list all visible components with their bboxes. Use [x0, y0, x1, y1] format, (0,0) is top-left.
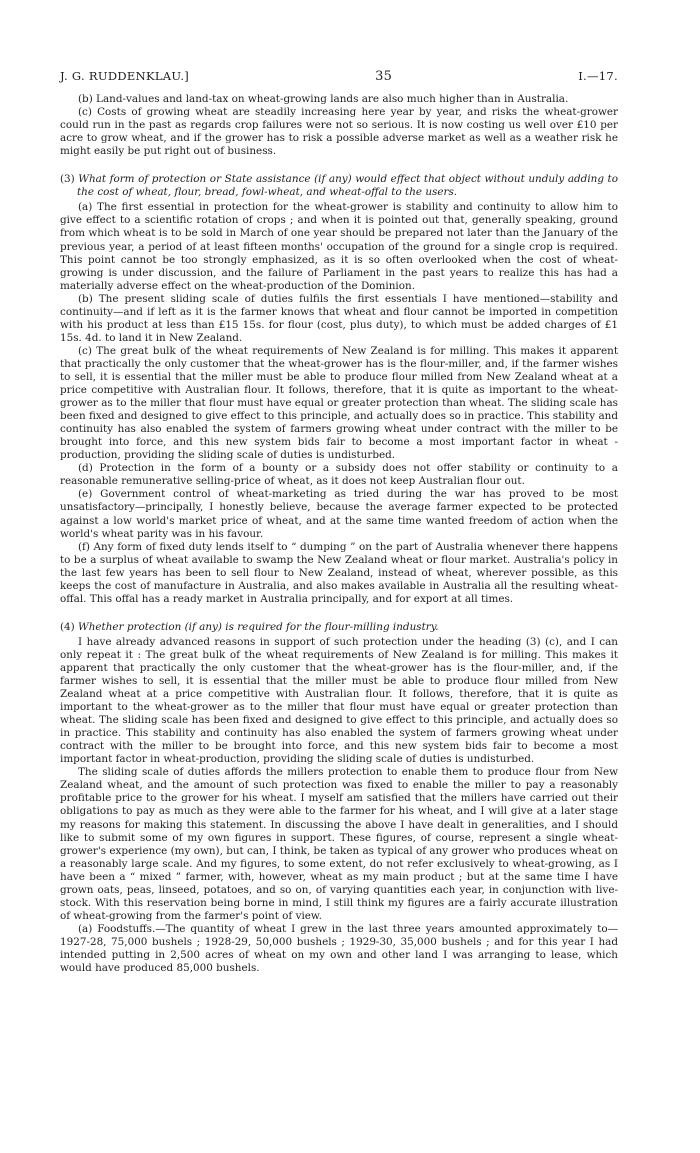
page-header: [60, 70, 618, 83]
paragraph: (c) Costs of growing wheat are steadily increasing here year by year, and risks the wheat-grower could run in the past as regards crop failures were not so serious. It is now costing us well over £10 per acre to grow wheat, and if the grower has to risk a possible adverse market as well as a weather risk he might easily be put right out of business.: [60, 106, 618, 158]
paragraph: (e) Government control of wheat-marketing as tried during the war has proved to be most unsatisfactory—principally, I honestly believe, because the average farmer expected to be protected against a low world's market price of wheat, and at the same time wanted freedom of action when the world's wheat parity was in his favour.: [60, 488, 618, 540]
paragraph: The sliding scale of duties affords the millers protection to enable them to produce flour from New Zealand wheat, and the amount of such protection was fixed to enable the miller to pay a reasonably profitable price to the grower for his wheat. I myself am satisfied that the millers have carried out their obligations to pay as much as they were able to the farmer for his wheat, and I will give at a later stage my reasons for making this statement. In discussing the above I have dealt in generalities, and I should like to submit some of my own figures in support. These figures, of course, represent a single wheat-grower's experience (my own), but can, I think, be taken as typical of any grower who produces wheat on a reasonably large scale. And my figures, to some extent, do not refer exclusively to wheat-growing, as I have been a “ mixed ” farmer, with, however, wheat as my main product ; but at the same time I have grown oats, peas, linseed, potatoes, and so on, of varying quantities each year, in conjunction with live-stock. With this reservation being borne in mind, I still think my figures are a fairly accurate illustration of wheat-growing from the farmer's point of view.: [60, 766, 618, 922]
section-title: Whether protection (if any) is required for the flour-milling industry.: [78, 620, 439, 633]
paragraph: (a) Foodstuffs.—The quantity of wheat I grew in the last three years amounted approximately to—1927-28, 75,000 bushels ; 1928-29, 50,000 bushels ; 1929-30, 35,000 bushels ; and for this year I had intended putting in 2,500 acres of wheat on my own and other land I was arranging to lease, which would have produced 85,000 bushels.: [60, 922, 618, 975]
section-title: What form of protection or State assistance (if any) would effect that object without unduly adding to the cost of wheat, flour, bread, fowl-wheat, and wheat-offal to the users.: [77, 173, 618, 199]
paragraph: I have already advanced reasons in support of such protection under the heading (3) (c), and I can only repeat it : The great bulk of the wheat requirements of New Zealand is for milling. This makes it apparent that practically the only customer that the wheat-grower has is the flour-miller, and, if the farmer wishes to sell, it is essential that the miller must be able to produce flour milled from New Zealand wheat at a price competitive with Australian flour. It follows, therefore, that it is quite as important to the wheat-grower as to the miller that flour must have equal or greater protection than wheat. The sliding scale has been fixed and designed to give effect to this principle, and actually does so in practice. This stability and continuity has also enabled the system of farmers growing wheat under contract with the miller to be brought into force, and this new system bids fair to become a most important factor in wheat-production, providing the sliding scale of duties is undisturbed.: [60, 635, 618, 766]
section-number: (4): [60, 620, 75, 633]
paragraph: (d) Protection in the form of a bounty or a subsidy does not offer stability or continuity to a reasonable remunerative selling-price of wheat, as it does not keep Australian flour out.: [60, 462, 618, 488]
section-4-heading: [60, 621, 618, 634]
paragraph: (c) The great bulk of the wheat requirements of New Zealand is for milling. This makes it apparent that practically the only customer that the wheat-grower has is the flour-miller, and, if the farmer wishes to sell, it is essential that the miller must be able to produce flour milled from New Zealand wheat at a price competitive with Australian flour. It follows, therefore, that it is quite as important to the wheat-grower as to the miller that flour must have equal or greater protection than wheat. The sliding scale has been fixed and designed to give effect to this principle, and actually does so in practice. This stability and continuity has also enabled the system of farmers growing wheat under contract with the miller to be brought into force, and this new system bids fair to become a most important factor in wheat - production, providing the sliding scale of duties is undisturbed.: [60, 344, 618, 462]
paragraph: (b) Land-values and land-tax on wheat-growing lands are also much higher than in Australia.: [78, 93, 569, 106]
paragraph: (a) The first essential in protection for the wheat-grower is stability and continuity to allow him to give effect to a scientific rotation of crops ; and when it is pointed out that, generally speaking, ground from which wheat is to be sold in March of one year should be prepared not later than the January of the previous year, a period of at least fifteen months' occupation of the ground for a single crop is required. This point cannot be too strongly emphasized, as it is so often overlooked when the cost of wheat-growing is under discussion, and the failure of Parliament in the past years to realize this has had a materially adverse effect on the wheat-production of the Dominion.: [60, 201, 618, 292]
intro-paragraphs: [60, 93, 618, 158]
section-3-body: [60, 201, 618, 605]
section-3-heading: [60, 173, 618, 199]
section-4-body: [60, 636, 618, 975]
document-reference: I.—17.: [578, 69, 618, 83]
header-author: J. G. RUDDENKLAU.]: [60, 69, 190, 83]
paragraph: (f) Any form of fixed duty lends itself to “ dumping ” on the part of Australia whenever there happens to be a surplus of wheat available to swamp the New Zealand wheat or flour market. Australia's policy in the last few years has been to sell flour to New Zealand, instead of wheat, wherever possible, as this keeps the cost of manufacture in Australia, and also makes available in Australia all the resulting wheat-offal. This offal has a ready market in Australia principally, and for export at all times.: [60, 540, 618, 605]
section-number: (3): [60, 173, 75, 186]
page-number: 35: [375, 69, 393, 84]
paragraph: (b) The present sliding scale of duties fulfils the first essentials I have mentioned—stability and continuity—and if left as it is the farmer knows that wheat and flour cannot be imported in competition with his product at less than £15 15s. for flour (cost, plus duty), to which must be added charges of £1 15s. 4d. to land it in New Zealand.: [60, 292, 618, 344]
